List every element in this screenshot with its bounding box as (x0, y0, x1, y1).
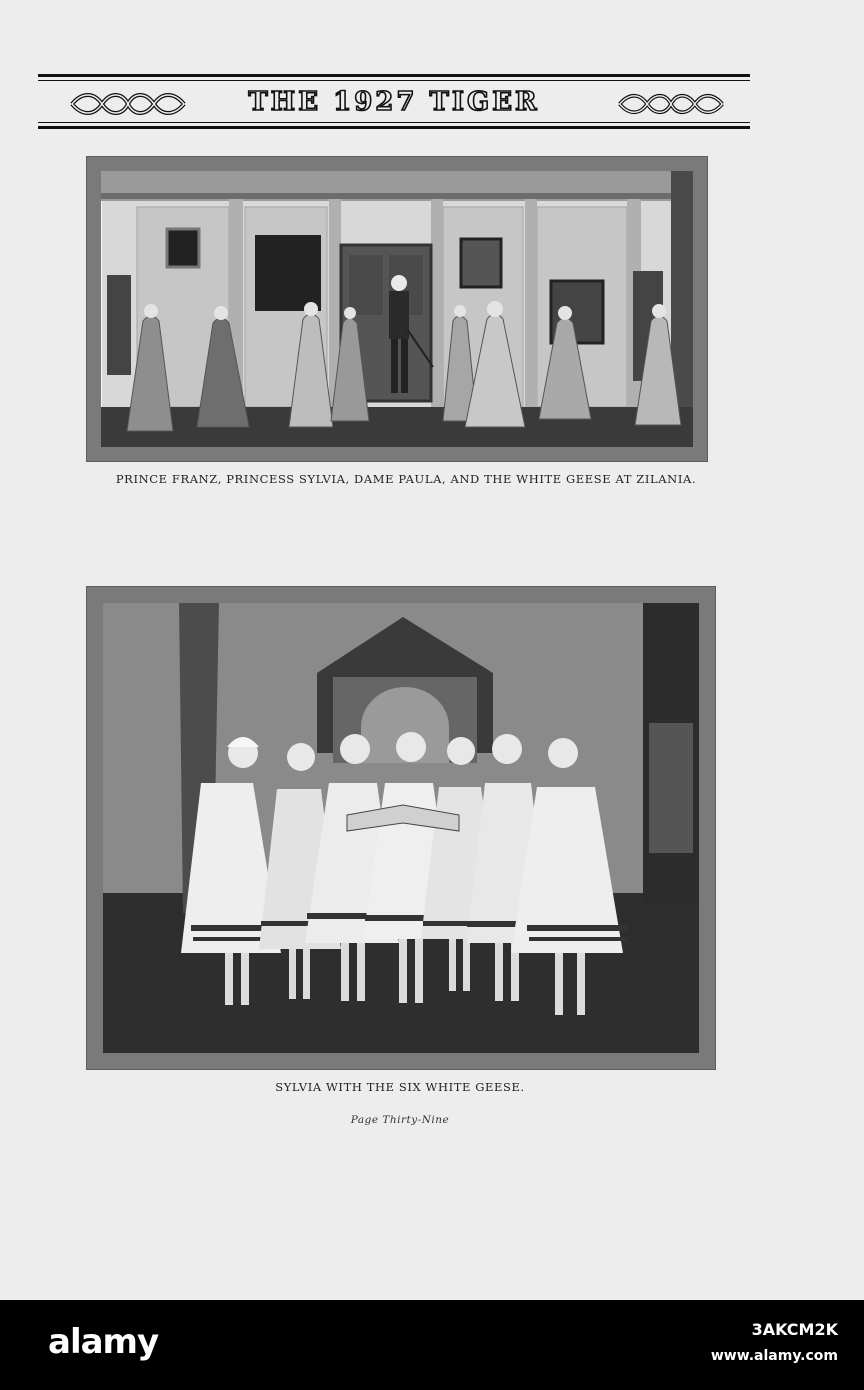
six-geese-photo (103, 603, 699, 1053)
header-top-thin-rule (38, 80, 750, 81)
header-top-rule (38, 74, 750, 77)
header-bottom-thin-rule (38, 122, 750, 123)
image-id: 3AKCM2K (751, 1320, 838, 1339)
bottom-photo-frame (86, 586, 716, 1070)
watermark-url: www.alamy.com (710, 1348, 838, 1364)
stage-scene-photo (101, 171, 693, 447)
bottom-photo-caption: SYLVIA WITH THE SIX WHITE GEESE. (275, 1080, 525, 1094)
yearbook-title: THE 1927 TIGER (248, 87, 540, 117)
watermark-bar (0, 1300, 864, 1390)
alamy-logo: alamy (48, 1322, 159, 1362)
page-header (38, 74, 750, 132)
top-photo-caption: PRINCE FRANZ, PRINCESS SYLVIA, DAME PAULA, AND THE WHITE GEESE AT ZILANIA. (115, 472, 697, 486)
header-bottom-rule (38, 126, 750, 129)
right-knot-ornament-icon (616, 90, 726, 118)
top-photo-frame (86, 156, 708, 462)
page-number: Page Thirty-Nine (350, 1114, 450, 1126)
